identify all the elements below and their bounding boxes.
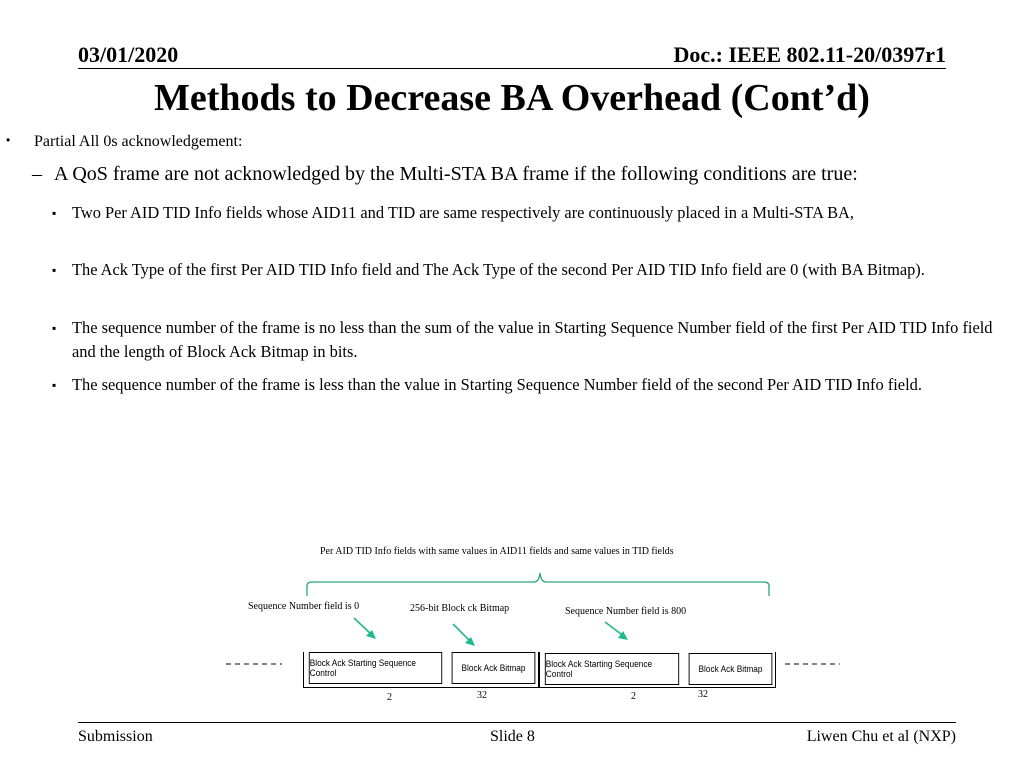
header-doc-id: Doc.: IEEE 802.11-20/0397r1	[673, 42, 946, 67]
size-ssc-2: 2	[631, 691, 636, 702]
footer-submission: Submission	[78, 728, 153, 745]
footer-rule	[78, 722, 956, 723]
field-ba-ssc-1: Block Ack Starting Sequence Control	[309, 652, 442, 684]
bullet-text: Partial All 0s acknowledgement:	[34, 133, 243, 150]
square-bullet: ▪	[52, 263, 57, 277]
condition-text: The Ack Type of the first Per AID TID Info field and The Ack Type of the second Per AID TID Info field are 0 (with BA Bitmap).	[72, 260, 925, 279]
condition-text: The sequence number of the frame is no less than the sum of the value in Starting Sequence Number field of the first Per AID TID Info field and the length of Block Ack Bitmap in bits.	[72, 318, 993, 361]
square-bullet: ▪	[52, 206, 57, 220]
field-ba-bitmap-2: Block Ack Bitmap	[689, 653, 773, 685]
note-bitmap: 256-bit Block ck Bitmap	[410, 603, 510, 614]
note-ssn-800: Sequence Number field is 800	[565, 606, 687, 617]
field-ba-bitmap-1: Block Ack Bitmap	[452, 652, 536, 684]
sub-bullet-text: A QoS frame are not acknowledged by the Multi-STA BA frame if the following conditions are true:	[54, 163, 858, 185]
size-bitmap-1: 32	[477, 690, 487, 701]
footer-slide-number: Slide 8	[490, 728, 535, 745]
size-bitmap-2: 32	[698, 689, 708, 700]
sub-bullet-dash: –	[32, 163, 42, 185]
header-date: 03/01/2020	[78, 42, 179, 67]
condition-text: Two Per AID TID Info fields whose AID11 and TID are same respectively are continuously placed in a Multi-STA BA,	[72, 203, 854, 222]
slide-title: Methods to Decrease BA Overhead (Cont’d)	[154, 77, 870, 119]
grouping-brace	[307, 573, 769, 596]
arrows	[354, 618, 628, 646]
square-bullet: ▪	[52, 378, 57, 392]
condition-text: The sequence number of the frame is less than the value in Starting Sequence Number field of the second Per AID TID Info field.	[72, 375, 922, 394]
figure-caption: Per AID TID Info fields with same values in AID11 fields and same values in TID fields	[320, 546, 674, 557]
note-ssn-0: Sequence Number field is 0	[248, 601, 360, 612]
footer-author: Liwen Chu et al (NXP)	[806, 728, 956, 745]
size-ssc-1: 2	[387, 692, 392, 703]
field-ba-ssc-2: Block Ack Starting Sequence Control	[545, 653, 679, 685]
bullet-dot: •	[6, 133, 11, 147]
square-bullet: ▪	[52, 321, 57, 335]
